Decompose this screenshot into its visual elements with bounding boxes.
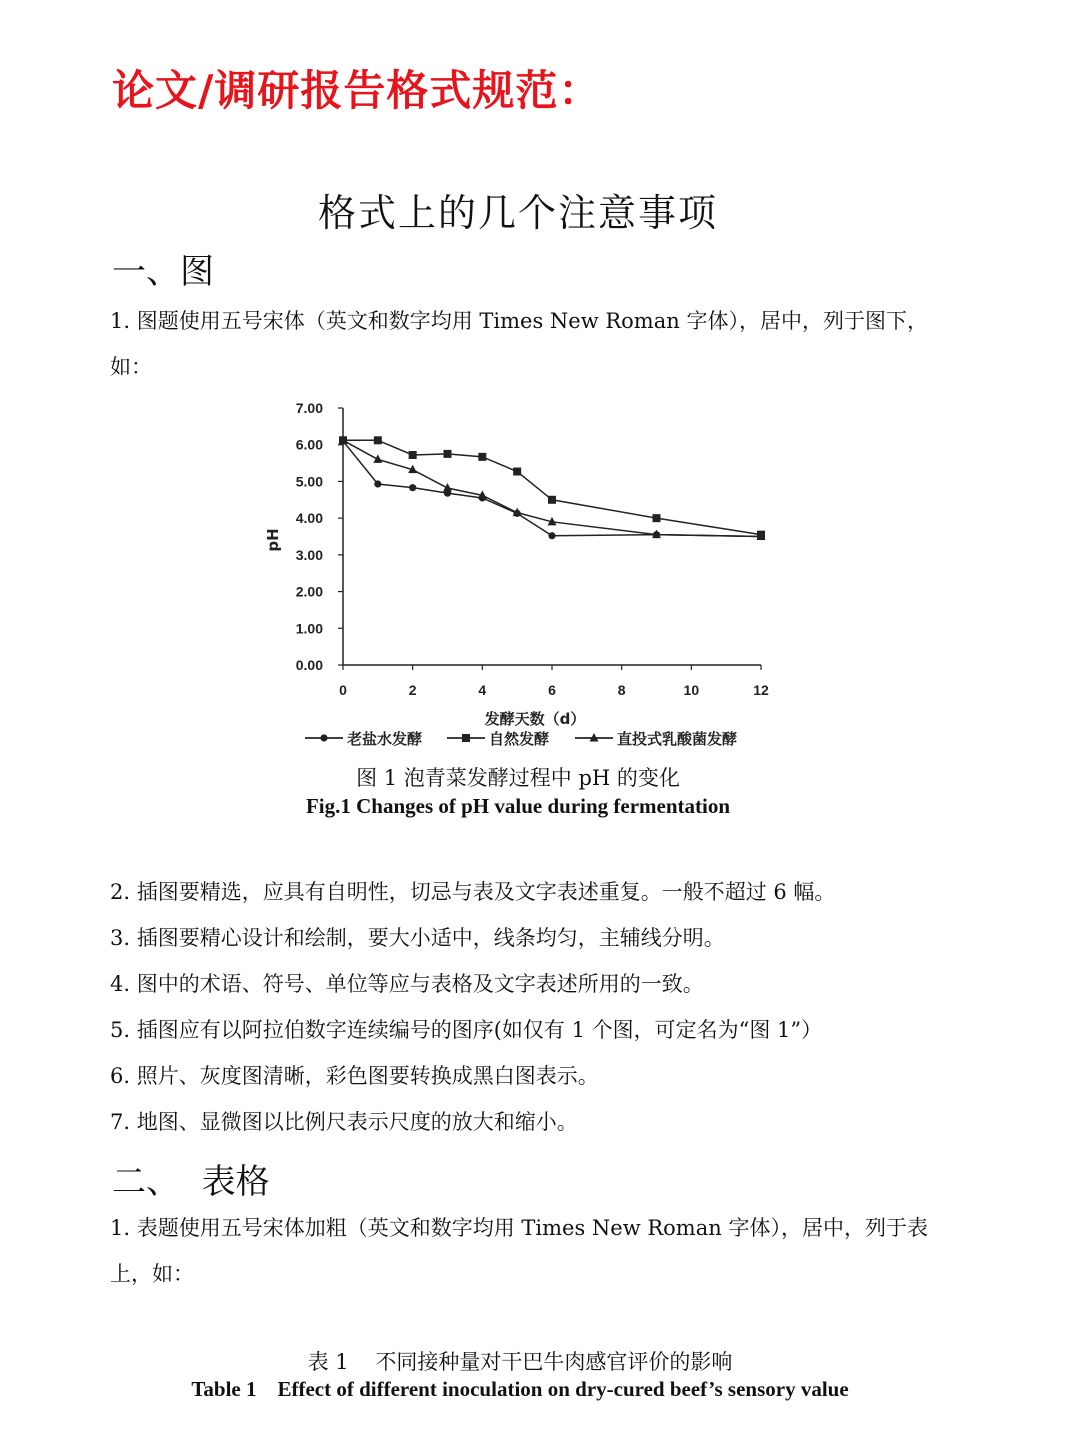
data-point-triangle: [373, 454, 382, 463]
x-axis-label: 发酵天数（d）: [484, 710, 586, 728]
y-tick-label: 2.00: [295, 583, 323, 600]
legend-label: 自然发酵: [489, 730, 550, 748]
x-tick-label: 12: [753, 682, 769, 698]
figure-caption-en: Fig.1 Changes of pH value during fermentation: [305, 794, 731, 818]
x-tick-label: 2: [408, 682, 417, 698]
y-tick-label: 3.00: [295, 546, 323, 563]
y-tick-label: 5.00: [295, 473, 323, 490]
table-caption-cn: 表 1 不同接种量对干巴牛肉感官评价的影响: [307, 1350, 733, 1374]
data-point-circle: [374, 480, 381, 487]
data-point-square: [444, 450, 452, 458]
table-caption-en: Table 1 Effect of different inoculation on dry-cured beef’s sensory value: [191, 1377, 849, 1401]
y-tick-label: 0.00: [295, 657, 323, 673]
chart-series: [339, 435, 766, 540]
x-tick-label: 4: [478, 682, 487, 698]
data-point-square: [409, 451, 417, 459]
data-point-triangle: [443, 483, 452, 492]
data-point-square: [478, 453, 486, 461]
document-title: 格式上的几个注意事项: [317, 191, 718, 235]
figure-rule-intro: 1. 图题使用五号宋体（英文和数字均用 Times New Roman 字体），居中，列于图下，如：: [110, 309, 928, 379]
y-tick-label: 7.00: [295, 400, 323, 416]
data-point-square: [548, 496, 556, 504]
x-axis-ticks: [339, 665, 769, 698]
section-heading-figures: 一、图: [112, 252, 214, 292]
section-heading-tables: 二、 表格: [112, 1162, 270, 1202]
y-axis-ticks: [296, 400, 343, 673]
list-item: 3. 插图要精心设计和绘制，要大小适中，线条均匀，主辅线分明。: [110, 926, 725, 950]
data-point-circle: [548, 532, 555, 539]
x-tick-label: 0: [339, 682, 347, 698]
legend-label: 老盐水发酵: [347, 730, 423, 748]
list-item: 5. 插图应有以阿拉伯数字连续编号的图序(如仅有 1 个图，可定名为“图 1”）: [110, 1018, 823, 1042]
chart-legend: [305, 730, 737, 748]
y-tick-label: 1.00: [295, 620, 323, 637]
x-tick-label: 6: [548, 682, 556, 698]
list-item: 7. 地图、显微图以比例尺表示尺度的放大和缩小。: [110, 1110, 578, 1134]
y-tick-label: 4.00: [295, 510, 323, 527]
header-title: 论文/调研报告格式规范：: [112, 66, 602, 115]
list-item: 2. 插图要精选，应具有自明性，切忌与表及文字表述重复。一般不超过 6 幅。: [110, 880, 836, 904]
data-point-circle: [409, 484, 416, 491]
ph-line-chart: [250, 395, 790, 765]
x-tick-label: 10: [683, 682, 700, 698]
list-item: 6. 照片、灰度图清晰，彩色图要转换成黑白图表示。: [110, 1064, 599, 1088]
data-point-square: [374, 436, 382, 444]
data-point-circle: [320, 734, 327, 741]
table-rule-intro: 1. 表题使用五号宋体加粗（英文和数字均用 Times New Roman 字体），居中，列于表上，如：: [110, 1216, 928, 1286]
data-point-square: [653, 514, 661, 522]
y-axis-label: pH: [264, 528, 282, 552]
y-tick-label: 6.00: [295, 436, 323, 453]
data-point-square: [462, 734, 470, 742]
list-item: 4. 图中的术语、符号、单位等应与表格及文字表述所用的一致。: [110, 972, 704, 996]
figure-caption-cn: 图 1 泡青菜发酵过程中 pH 的变化: [356, 766, 680, 790]
data-point-square: [513, 468, 521, 476]
x-tick-label: 8: [617, 682, 626, 698]
legend-label: 直投式乳酸菌发酵: [617, 730, 738, 748]
